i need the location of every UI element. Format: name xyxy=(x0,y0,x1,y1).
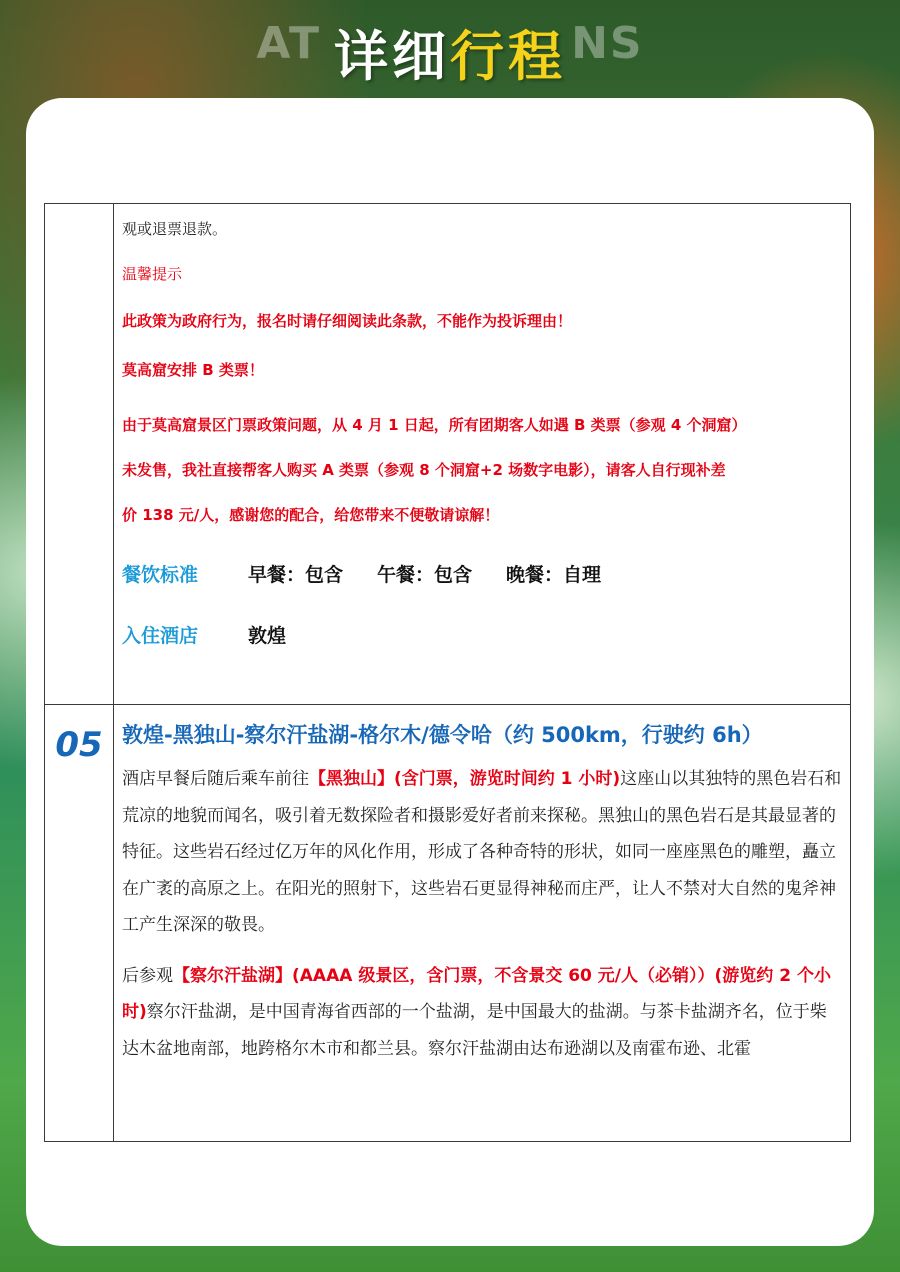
lunch-value: 午餐：包含 xyxy=(377,564,473,586)
page-title-part2: 行程 xyxy=(450,25,566,88)
hotel-row xyxy=(122,621,842,648)
dinner-value: 晚餐：自理 xyxy=(506,564,602,586)
p2-highlight: 【察尔汗盐湖】(AAAA 级景区，含门票，不含景交 60 元/人（必销））(游览约 2 个小时) xyxy=(122,965,831,1022)
policy-note: 此政策为政府行为，报名时请仔细阅读此条款，不能作为投诉理由！ xyxy=(122,312,573,330)
itinerary-table xyxy=(44,203,851,1142)
banner-deco-left: AT xyxy=(256,18,322,69)
day-number-cell xyxy=(45,705,114,1142)
ticket-line-1: 由于莫高窟景区门票政策问题，从 4 月 1 日起，所有团期客人如遇 B 类票（参观 4 个洞窟） xyxy=(122,416,747,434)
page-title-part1: 详细 xyxy=(334,25,450,88)
itinerary-row-day05 xyxy=(45,705,851,1142)
breakfast-value: 早餐：包含 xyxy=(248,564,344,586)
hotel-value: 敦煌 xyxy=(248,625,287,647)
ticket-line-2: 未发售，我社直接帮客人购买 A 类票（参观 8 个洞窟+2 场数字电影），请客人自行现补差 xyxy=(122,461,726,479)
itinerary-row-prev-day xyxy=(45,204,851,705)
day-content-cell xyxy=(114,204,851,705)
p1-highlight: 【黑独山】(含门票，游览时间约 1 小时) xyxy=(309,769,621,789)
ticket-line-3: 价 138 元/人，感谢您的配合，给您带来不便敬请谅解！ xyxy=(122,506,500,524)
route-title: 敦煌-黑独山-察尔汗盐湖-格尔木/德令哈（约 500km，行驶约 6h） xyxy=(122,723,763,747)
p1-rest: 这座山以其独特的黑色岩石和荒凉的地貌而闻名，吸引着无数探险者和摄影爱好者前来探秘。黑独山的黑色岩石是其最显著的特征。这些岩石经过亿万年的风化作用，形成了各种奇特的形状，如同一座座黑色的雕塑，矗立在广袤的高原之上。在阳光的照射下，这些岩石更显得神秘而庄严，让人不禁对大自然的鬼斧神工产生深深的敬畏。 xyxy=(122,769,842,935)
banner-deco-right: NS xyxy=(571,18,644,69)
paragraph-qarhan xyxy=(122,958,842,1068)
meal-standard-row xyxy=(122,560,842,587)
text-continued: 观或退票退款。 xyxy=(122,220,228,238)
p2-intro: 后参观 xyxy=(122,965,173,986)
tip-title: 温馨提示 xyxy=(122,265,183,283)
page-title xyxy=(0,14,900,91)
paragraph-heidushan xyxy=(122,761,842,944)
mogao-note: 莫高窟安排 B 类票！ xyxy=(122,361,264,379)
day-number: 05 xyxy=(55,725,103,765)
meal-standard-label: 餐饮标准 xyxy=(122,564,199,586)
day05-content-cell xyxy=(114,705,851,1142)
p1-intro: 酒店早餐后随后乘车前往 xyxy=(122,769,309,789)
p2-rest: 察尔汗盐湖，是中国青海省西部的一个盐湖，是中国最大的盐湖。与茶卡盐湖齐名，位于柴达木盆地南部，地跨格尔木市和都兰县。察尔汗盐湖由达布逊湖以及南霍布逊、北霍 xyxy=(122,1002,827,1059)
day-cell-empty xyxy=(45,204,114,705)
hotel-label: 入住酒店 xyxy=(122,625,199,647)
